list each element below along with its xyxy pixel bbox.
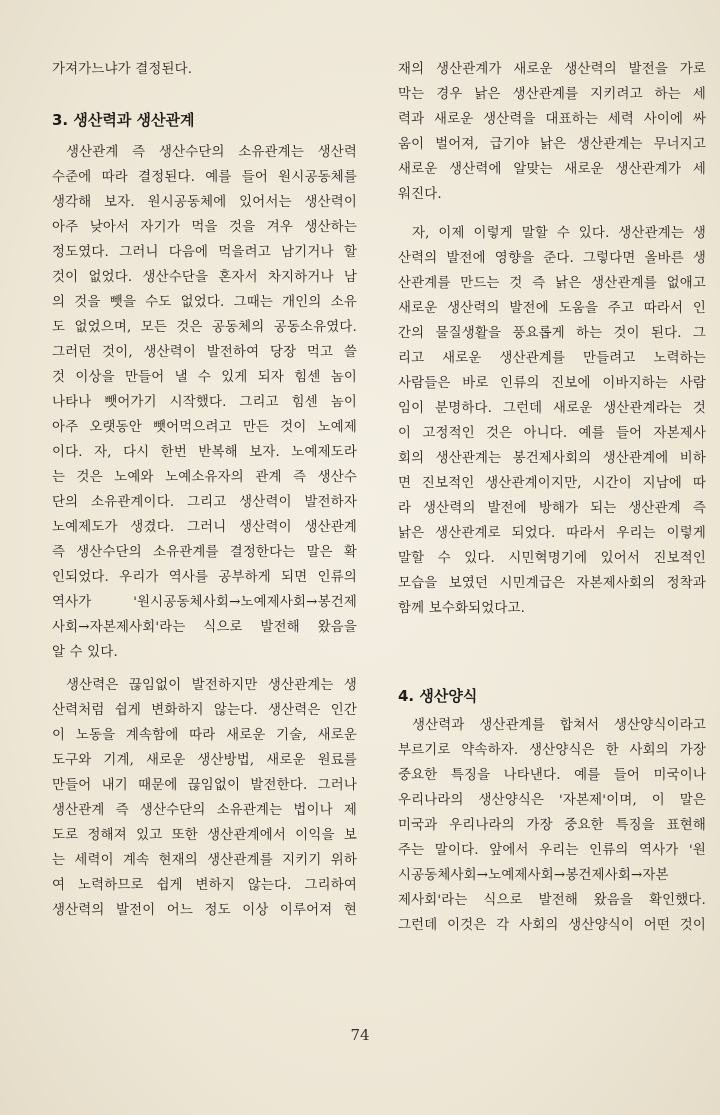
text-line: 도구와 기계, 새로운 생산방법, 새로운 원료를 bbox=[52, 753, 357, 768]
text-line: 회의 생산관계는 봉건제사회의 생산관계에 비하 bbox=[398, 451, 706, 466]
text-line: 미국과 우리나라의 가장 중요한 특징을 표현해 bbox=[398, 818, 706, 833]
page-number: 74 bbox=[350, 1026, 370, 1044]
text-line: 노예제도가 생겼다. 그러니 생산력이 생산관계 bbox=[52, 520, 357, 535]
text-line: 산력처럼 쉽게 변화하지 않는다. 생산력은 인간 bbox=[52, 703, 357, 718]
text-line: 즉 생산수단의 소유관계를 결정한다는 말은 확 bbox=[52, 545, 357, 560]
text-line: 워진다. bbox=[398, 187, 442, 202]
text-line: 이다. 자, 다시 한번 반복해 보자. 노예제도라 bbox=[52, 445, 357, 460]
section-3-heading: 3. 생산력과 생산관계 bbox=[52, 111, 195, 129]
text-line: 산관계를 만드는 것 즉 낡은 생산관계를 없애고 bbox=[398, 276, 706, 291]
text-line: 의 것을 뺏을 수도 없었다. 그때는 개인의 소유 bbox=[52, 295, 357, 310]
text-line: 그런데 이것은 각 사회의 생산양식이 어떤 것이 bbox=[398, 918, 706, 933]
text-line: 정도였다. 그러니 다음에 먹을려고 남기거나 할 bbox=[52, 245, 357, 260]
text-line: 낡은 생산관계로 되었다. 따라서 우리는 이렇게 bbox=[398, 526, 706, 541]
text-line: 생산력은 끊임없이 발전하지만 생산관계는 생 bbox=[66, 678, 357, 693]
section-4-heading: 4. 생산양식 bbox=[398, 687, 478, 705]
text-line: 는 것은 노예와 노예소유자의 관계 즉 생산수 bbox=[52, 470, 357, 485]
text-line: 면 진보적인 생산관계이지만, 시간이 지남에 따 bbox=[398, 476, 706, 491]
text-line: 그러던 것이, 생산력이 발전하여 당장 먹고 쓸 bbox=[52, 345, 357, 360]
text-line: 간의 물질생활을 풍요롭게 하는 것이 된다. 그 bbox=[398, 326, 706, 341]
text-line: 아주 오랫동안 뺏어먹으려고 만든 것이 노예제 bbox=[52, 420, 357, 435]
text-line: 중요한 특징을 나타낸다. 예를 들어 미국이나 bbox=[398, 768, 706, 783]
text-line: 것이 없었다. 생산수단을 혼자서 차지하거나 남 bbox=[52, 270, 357, 285]
text-line: 만들어 내기 때문에 끊임없이 발전한다. 그러나 bbox=[52, 778, 357, 793]
text-line: 우리나라의 생산양식은 '자본제'이며, 이 말은 bbox=[398, 793, 706, 808]
text-line: 새로운 생산력에 알맞는 새로운 생산관계가 세 bbox=[398, 162, 706, 177]
text-line: 도 없었으며, 모든 것은 공동체의 공동소유였다. bbox=[52, 320, 357, 335]
text-line: 산력의 발전에 영향을 준다. 그렇다면 올바른 생 bbox=[398, 251, 706, 266]
text-line: 인되었다. 우리가 역사를 공부하게 되면 인류의 bbox=[52, 570, 357, 585]
text-line: 여 노력하므로 쉽게 변하지 않는다. 그리하여 bbox=[52, 878, 357, 893]
text-line: 모습을 보였던 시민계급은 자본제사회의 정착과 bbox=[398, 576, 706, 591]
text-line: 막는 경우 낡은 생산관계를 지키려고 하는 세 bbox=[398, 87, 706, 102]
text-line: 나타나 뺏어가기 시작했다. 그리고 힘센 놈이 bbox=[52, 395, 357, 410]
text-line: 생산력과 생산관계를 합쳐서 생산양식이라고 bbox=[412, 718, 706, 733]
text-line: 자, 이제 이렇게 말할 수 있다. 생산관계는 생 bbox=[412, 226, 706, 241]
text-line: 말할 수 있다. 시민혁명기에 있어서 진보적인 bbox=[398, 551, 706, 566]
text-line: 리고 새로운 생산관계를 만들려고 노력하는 bbox=[398, 351, 706, 366]
text-line: 함께 보수화되었다고. bbox=[398, 601, 526, 616]
text-line: 부르기로 약속하자. 생산양식은 한 사회의 가장 bbox=[398, 743, 706, 758]
text-line: 재의 생산관계가 새로운 생산력의 발전을 가로 bbox=[398, 62, 706, 77]
text-line: 역사가 '원시공동체사회→노예제사회→봉건제 bbox=[52, 595, 357, 610]
text-line: 생산력의 발전이 어느 정도 이상 이루어져 현 bbox=[52, 903, 357, 918]
text-line: 움이 벌어져, 급기야 낡은 생산관계는 무너지고 bbox=[398, 137, 706, 152]
text-line: 는 세력이 계속 현재의 생산관계를 지키기 위하 bbox=[52, 853, 357, 868]
text-line: 시공동체사회→노예제사회→봉건제사회→자본 bbox=[398, 868, 669, 883]
text-line: 이 노동을 계속함에 따라 새로운 기술, 새로운 bbox=[52, 728, 357, 743]
text-line: 이 고정적인 것은 아니다. 예를 들어 자본제사 bbox=[398, 426, 706, 441]
text-line: 것 이상을 만들어 낼 수 있게 되자 힘센 놈이 bbox=[52, 370, 357, 385]
text-line: 아주 낮아서 자기가 먹을 것을 겨우 생산하는 bbox=[52, 220, 357, 235]
text-line: 사회→자본제사회'라는 식으로 발전해 왔음을 bbox=[52, 620, 357, 635]
text-line: 사람들은 바로 인류의 진보에 이바지하는 사람 bbox=[398, 376, 706, 391]
text-line: 라 생산력의 발전에 방해가 되는 생산관계 즉 bbox=[398, 501, 706, 516]
text-line: 알 수 있다. bbox=[52, 645, 118, 660]
text-line: 생산관계 즉 생산수단의 소유관계는 법이나 제 bbox=[52, 803, 357, 818]
text-line: 주는 말이다. 앞에서 우리는 인류의 역사가 '원 bbox=[398, 843, 706, 858]
text-line: 생각해 보자. 원시공동체에 있어서는 생산력이 bbox=[52, 195, 357, 210]
text-line: 임이 분명하다. 그런데 새로운 생산관계라는 것 bbox=[398, 401, 706, 416]
text-line: 단의 소유관계이다. 그리고 생산력이 발전하자 bbox=[52, 495, 357, 510]
text-line: 새로운 생산력의 발전에 도움을 주고 따라서 인 bbox=[398, 301, 706, 316]
text-line: 제사회'라는 식으로 발전해 왔음을 확인했다. bbox=[398, 893, 706, 908]
text-line: 도로 정해져 있고 또한 생산관계에서 이익을 보 bbox=[52, 828, 357, 843]
text-line: 생산관계 즉 생산수단의 소유관계는 생산력 bbox=[66, 145, 357, 160]
text-line: 력과 새로운 생산력을 대표하는 세력 사이에 싸 bbox=[398, 112, 706, 127]
text-line: 가져가느냐가 결정된다. bbox=[52, 62, 193, 77]
text-line: 수준에 따라 결정된다. 예를 들어 원시공동체를 bbox=[52, 170, 357, 185]
